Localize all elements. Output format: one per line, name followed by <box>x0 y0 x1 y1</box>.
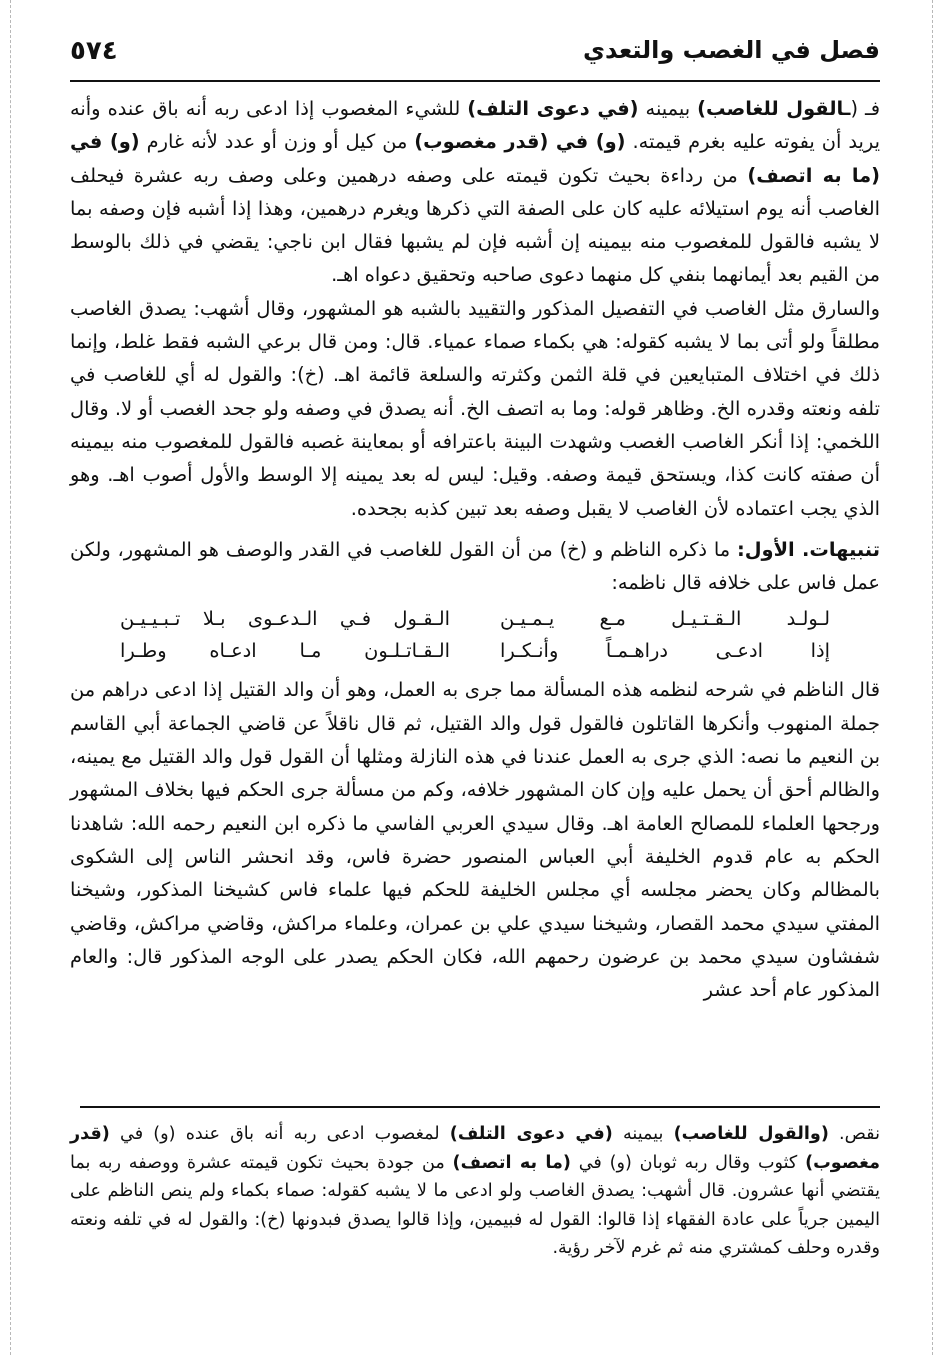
matn-phrase: (في دعوى التلف) <box>449 1124 613 1144</box>
running-title: فصل في الغصب والتعدي <box>582 36 880 64</box>
poem-hemistich: الـقـول فـي الـدعـوى بـلا تـبـيـيـن <box>120 607 450 631</box>
page-header <box>70 30 880 82</box>
matn-phrase: (في دعوى التلف) <box>467 97 639 120</box>
matn-phrase: (والقول للغاصب) <box>673 1124 829 1144</box>
paragraph: فـ (ـالقول للغاصب) بيمينه (في دعوى التلف) للشيء المغصوب إذا ادعى ربه أنه باق عنده وأنه يريد أن يفوته عليه بغرم قيمته. (و) في (قدر مغصوب) من كيل أو وزن أو عدد لأنه غارم (و) في (ما به اتصف) من رداءة بحيث تكون قيمته على وصفه درهمين وعلى وصف ربه عشرة فيحلف الغاصب أنه يوم استيلائه عليه كان على الصفة التي ذكرها ويغرم درهمين، وهذا إذا أشبه فإن وصفه بما لا يشبه فالقول للمغصوب منه بيمينه إن أشبه فإن لم يشبها فقال ابن ناجي: يقضي في ذلك بالوسط من القيم بعد أيمانهما بنفي كل منهما دعوى صاحبه وتحقيق دعواه اهـ. <box>70 97 881 287</box>
paragraph: نقص. (والقول للغاصب) بيمينه (في دعوى التلف) لمغصوب ادعى ربه أنه باق عنده (و) في (قدر مغصوب) كثوب وقال ربه ثوبان (و) في (ما به اتصف) من جودة بحيث تكون قيمته عشرة ووصفه ربه بما يقتضي أنها عشرون. قال أشهب: يصدق الغاصب ولو ادعى ما لا يشبه كقوله: صماء بكماء ولم ينص الناظم على اليمين جرياً على عادة الفقهاء إذا قالوا: القول له فبيمين، وإذا قالوا يصدق فبدونها (خ): والقول له في تلفه ونعته وقدره وحلف كمشتري منه ثم غرم لآخر رؤية. <box>70 1124 880 1259</box>
main-text <box>70 92 880 1006</box>
scan-edge-line <box>10 0 11 1355</box>
poem-hemistich: إذا ادعـى دراهـمـاً وأنـكـرا <box>500 639 830 663</box>
scan-edge-line <box>932 0 933 1355</box>
matn-phrase: (و) في (ما به اتصف) <box>70 130 880 187</box>
footnote-text <box>70 1120 880 1263</box>
header-rule <box>70 80 880 82</box>
page-number: ٥٧٤ <box>70 36 118 66</box>
matn-phrase: (قدر مغصوب) <box>70 1124 880 1173</box>
poem <box>70 603 880 667</box>
section-lead: تنبيهات. الأول: <box>736 537 880 561</box>
paragraph: تنبيهات. الأول: ما ذكره الناظم و (خ) من أن القول للغاصب في القدر والوصف هو المشهور، ولكن عمل فاس على خلافه قال ناظمه: <box>70 537 880 595</box>
matn-phrase: ـالقول للغاصب) <box>697 97 851 120</box>
matn-phrase: (ما به اتصف) <box>452 1152 571 1173</box>
paragraph: والسارق مثل الغاصب في التفصيل المذكور والتقييد بالشبه هو المشهور، وقال أشهب: يصدق الغاصب مطلقاً ولو أتى بما لا يشبه كقوله: هي بكماء صماء عمياء. قال: ومن قال برعي الشبه فقط غلط، وإنما ذلك في اختلاف المتبايعين في قلة الثمن وكثرته والسلعة قائمة اهـ. (خ): والقول له أي للغاصب في تلفه ونعته وقدره الخ. وظاهر قوله: وما به اتصف الخ. أنه يصدق في وصفه ولو جحد الغصب أو لا. وقال اللخمي: إذا أنكر الغاصب الغصب وشهدت البينة باعترافه أو بمعاينة غصبه فالقول للمغصوب منه بيمينه أن صفته كانت كذا، ويستحق قيمة وصفه. وقيل: ليس له بعد يمينه إلا الوسط والأول أصوب اهـ. وهو الذي يجب اعتماده لأن الغاصب لا يقبل وصفه بعد تبين كذبه بجحده. <box>70 296 880 520</box>
paragraph: قال الناظم في شرحه لنظمه هذه المسألة مما جرى به العمل، وهو أن والد القتيل إذا ادعى دراهم من جملة المنهوب وأنكرها القاتلون فالقول قول والد القتيل، ثم قال ناقلاً عن قاضي الجماعة أبي القاسم بن النعيم ما نصه: الذي جرى به العمل عندنا في هذه النازلة ومثلها أن القول قول والد القتيل مع يمينه، والظالم أحق أن يحمل عليه وإن كان المشهور خلافه، وكم من مسألة جرى الحكم فيها بخلاف المشهور ورجحها العلماء للمصالح العامة اهـ. وقال سيدي العربي الفاسي ما ذكره ابن النعيم رحمه الله: شاهدنا الحكم به عام قدوم الخليفة أبي العباس المنصور حضرة فاس، وقد انحشر الناس إلى الشكوى بالمظالم وكان يحضر مجلسه أي مجلس الخليفة للحكم فيها علماء فاس كشيخنا المذكور، وشيخنا المفتي سيدي محمد القصار، وشيخنا سيدي علي بن عمران، وعلماء مراكش، وقاضي مراكش، وقاضي شفشاون سيدي محمد بن عرضون رحمهم الله، فكان الحكم يصدر على الوجه المذكور قال: والعام المذكور عام أحد عشر <box>70 678 880 1002</box>
matn-phrase: (و) في (قدر مغصوب) <box>414 130 626 154</box>
poem-hemistich: الـقـاتـلـون مـا ادعـاه وطـرا <box>120 639 450 663</box>
footnote-rule <box>80 1106 880 1108</box>
poem-verse <box>70 635 880 667</box>
poem-verse <box>70 603 880 635</box>
poem-hemistich: لـولـد الـقـتـيـل مـع يـمـيـن <box>500 607 830 631</box>
